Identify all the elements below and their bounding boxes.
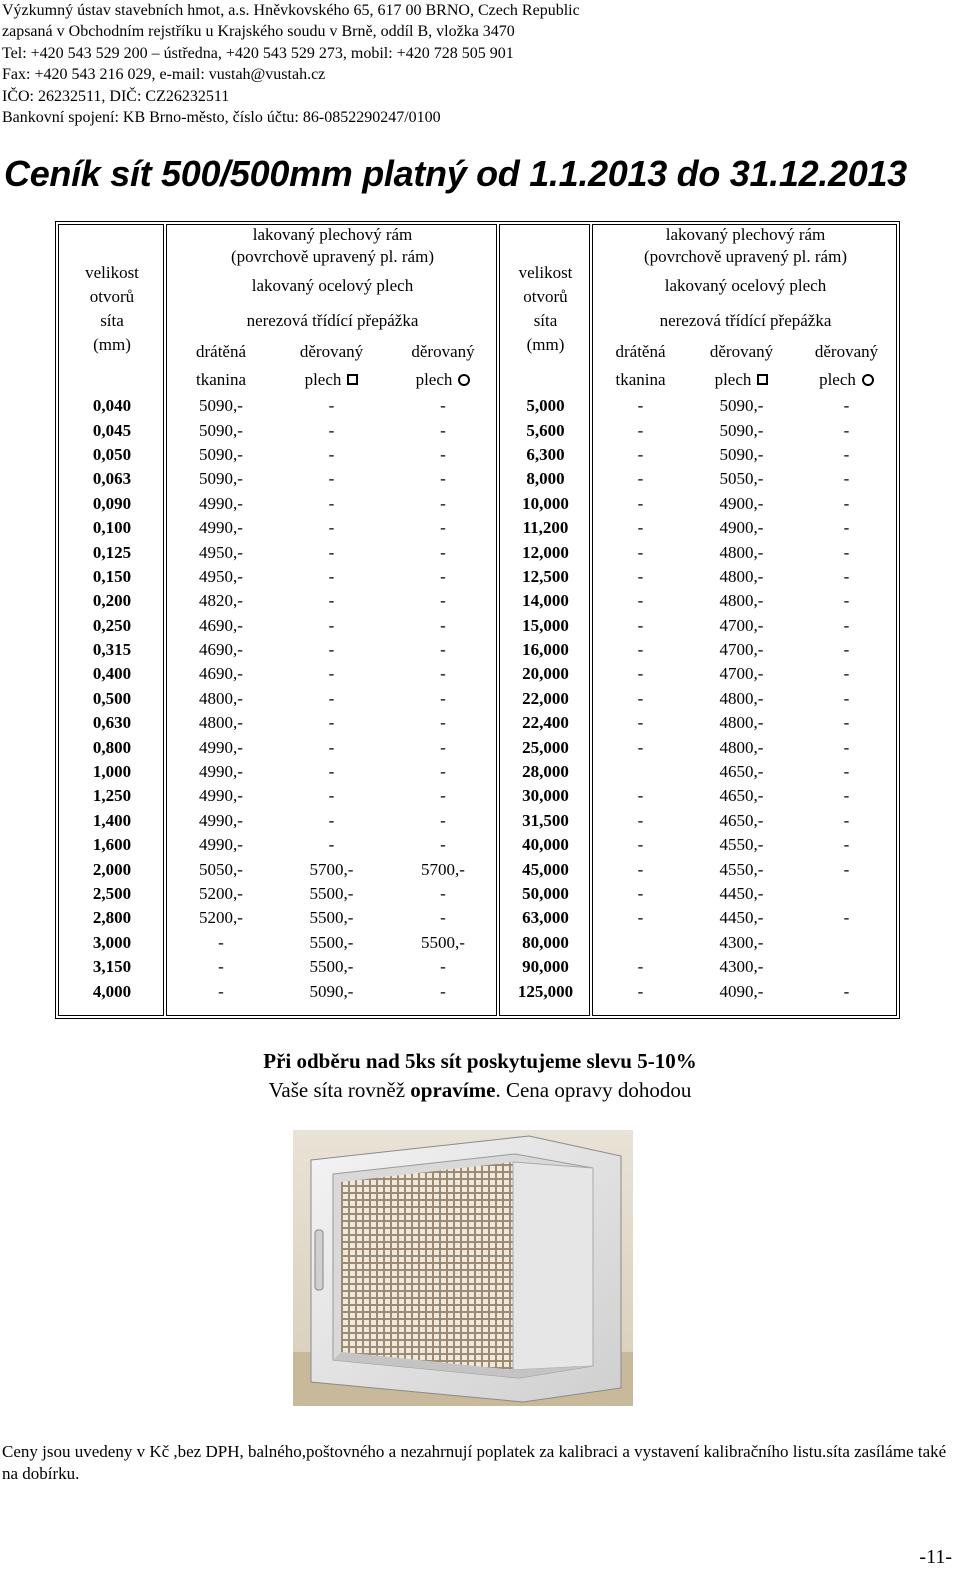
size-cell: 25,000 (522, 737, 569, 757)
perf-square-price-cell: 4450,- (719, 908, 764, 928)
wire-price-cell (592, 931, 689, 955)
wire-price-cell: - (637, 518, 644, 538)
perf-circle-price-cell: - (440, 713, 446, 733)
perf-circle-price-cell: - (843, 420, 850, 440)
perf-circle-price-cell: - (843, 737, 850, 757)
perf-square-price-cell: - (328, 640, 335, 660)
sieve-photo (293, 1130, 633, 1406)
wire-price-cell: 5090,- (199, 420, 243, 440)
wire-price-cell: 5090,- (199, 469, 243, 489)
perf-square-price-cell: 5700,- (309, 859, 354, 879)
header-text: (mm) (93, 335, 131, 354)
perf-square-price-cell: 4800,- (719, 566, 764, 586)
perf-square-price-cell: 4300,- (719, 932, 764, 952)
perf-circle-price-cell: - (843, 542, 850, 562)
table-row (58, 394, 899, 418)
size-cell: 0,500 (92, 688, 132, 708)
wire-price-cell: - (637, 664, 644, 684)
perf-circle-price-cell: - (843, 493, 850, 513)
table-row (58, 565, 899, 589)
wire-header: tkanina (195, 369, 247, 389)
perf-square-price-cell: 4700,- (719, 640, 764, 660)
perf-circle-price-cell: - (843, 713, 850, 733)
perf-circle-price-cell: - (843, 859, 850, 879)
size-cell: 1,000 (92, 762, 132, 782)
perf-circle-price-cell: - (843, 981, 850, 1001)
perf-circle-price-cell: - (440, 420, 446, 440)
wire-price-cell: - (637, 908, 644, 928)
header-line: Fax: +420 543 216 029, e-mail: vustah@vustah.cz (2, 66, 326, 84)
size-cell: 0,200 (92, 591, 132, 611)
wire-price-cell: 4950,- (199, 542, 243, 562)
price-table-frame (55, 221, 900, 1019)
perf-circle-price-cell: - (440, 664, 446, 684)
header-line: Výzkumný ústav stavebních hmot, a.s. Hněvkovského 65, 617 00 BRNO, Czech Republic (2, 2, 580, 19)
perf-circle-price-cell: - (440, 908, 446, 928)
size-cell: 16,000 (522, 640, 569, 660)
perf-circle-price-cell: - (440, 884, 446, 903)
wire-price-cell: - (218, 957, 224, 977)
size-cell: 6,300 (526, 444, 565, 464)
wire-price-cell: 4690,- (199, 640, 243, 660)
header-text: plech (819, 369, 856, 389)
perf-square-price-cell: 4900,- (719, 518, 764, 538)
wire-price-cell: - (637, 688, 644, 708)
perf-square-price-cell: 4650,- (719, 762, 764, 782)
table-row (58, 979, 899, 1003)
perf-circle-price-cell: - (843, 444, 850, 464)
perf-circle-price-cell: - (843, 908, 850, 928)
perf-square-price-cell: 4800,- (719, 713, 764, 733)
perf-square-header: děrovaný (709, 341, 774, 361)
table-row (58, 833, 899, 857)
perf-circle-price-cell: - (440, 518, 446, 538)
perf-square-price-cell: 4090,- (719, 981, 764, 1001)
size-cell: 0,400 (92, 664, 132, 684)
wire-price-cell: 5050,- (199, 859, 243, 879)
wire-price-cell: - (637, 884, 644, 903)
size-cell: 0,040 (92, 396, 132, 416)
wire-price-cell: 4820,- (199, 591, 243, 611)
price-rows (58, 394, 899, 1004)
perf-square-price-cell: 4800,- (719, 542, 764, 562)
perf-square-price-cell: 4800,- (719, 591, 764, 611)
table-row (58, 614, 899, 638)
header-text: plech (304, 369, 342, 389)
wire-price-cell: - (637, 713, 644, 733)
size-cell: 0,063 (92, 469, 132, 489)
perf-square-header (276, 365, 387, 394)
square-outline-icon (347, 374, 358, 385)
perf-square-price-cell: - (328, 542, 335, 562)
size-cell: 0,045 (92, 420, 132, 440)
perf-circle-price-cell: - (440, 542, 446, 562)
header-text: (mm) (526, 335, 565, 354)
perf-circle-price-cell: - (843, 810, 850, 830)
perf-circle-price-cell: - (440, 786, 446, 806)
header-text: síta (533, 311, 558, 330)
perf-circle-price-cell: - (440, 835, 446, 855)
square-outline-icon (757, 374, 768, 385)
perf-square-price-cell: - (328, 737, 335, 757)
table-row (58, 492, 899, 516)
size-cell: 20,000 (522, 664, 569, 684)
size-cell: 15,000 (522, 615, 569, 635)
table-row (58, 418, 899, 442)
perf-circle-header: děrovaný (814, 341, 879, 361)
perf-square-price-cell: - (328, 493, 335, 513)
size-cell: 22,000 (522, 688, 569, 708)
size-cell: 1,600 (92, 835, 132, 855)
wire-price-cell: - (637, 420, 644, 440)
table-row (58, 638, 899, 662)
perf-square-price-cell: 5050,- (719, 469, 764, 489)
header-line: zapsaná v Obchodním rejstříku u Krajského soudu v Brně, oddíl B, vložka 3470 (2, 23, 515, 41)
perf-square-price-cell: 5500,- (309, 908, 354, 928)
perf-square-price-cell: - (328, 566, 335, 586)
frame-header: lakovaný plechový rám (252, 225, 413, 244)
size-cell: 125,000 (517, 981, 574, 1001)
perf-square-price-cell: 4300,- (719, 957, 764, 977)
wire-price-cell: - (637, 493, 644, 513)
perf-circle-price-cell: - (440, 762, 446, 782)
size-cell: 0,800 (92, 737, 132, 757)
size-cell: 3,150 (92, 957, 132, 977)
size-cell: 31,500 (522, 810, 569, 830)
size-cell: 0,315 (92, 640, 132, 660)
size-cell: 50,000 (522, 884, 569, 903)
size-cell: 0,100 (92, 518, 132, 538)
perf-circle-price-cell: - (440, 688, 446, 708)
perf-circle-price-cell: - (843, 835, 850, 855)
perf-square-price-cell: 5090,- (719, 444, 764, 464)
perf-circle-price-cell: - (440, 469, 446, 489)
wire-price-cell: 5090,- (199, 444, 243, 464)
perf-circle-header (387, 365, 499, 394)
frame-subheader: (povrchově upravený pl. rám) (231, 247, 434, 267)
size-cell: 4,000 (92, 981, 132, 1001)
wire-price-cell: - (637, 835, 644, 855)
size-cell: 80,000 (522, 932, 569, 952)
size-cell: 63,000 (522, 908, 569, 928)
perf-circle-price-cell: - (843, 786, 850, 806)
perf-circle-price-cell: - (843, 640, 850, 660)
size-cell: 12,000 (522, 542, 569, 562)
wire-price-cell: - (637, 591, 644, 611)
size-cell: 0,250 (92, 615, 132, 635)
perf-square-price-cell: - (328, 786, 335, 806)
size-cell: 2,000 (92, 859, 132, 879)
table-row (58, 931, 899, 955)
perf-square-price-cell: 5090,- (309, 981, 354, 1001)
size-cell: 3,000 (92, 932, 132, 952)
size-cell: 0,050 (92, 444, 132, 464)
perf-square-price-cell: - (328, 713, 335, 733)
perf-circle-price-cell: 5700,- (421, 859, 465, 879)
wire-price-cell: 5200,- (199, 908, 243, 928)
table-row (58, 784, 899, 808)
header-text: otvorů (89, 287, 135, 306)
size-cell: 45,000 (522, 859, 569, 879)
wire-price-cell: 4990,- (199, 737, 243, 757)
table-row (58, 443, 899, 467)
wire-price-cell: - (218, 932, 224, 952)
repair-text: Vaše síta rovněž (268, 1078, 411, 1102)
perf-square-price-cell: - (328, 469, 335, 489)
size-cell: 5,600 (526, 420, 565, 440)
wire-price-cell: - (637, 737, 644, 757)
table-row (58, 882, 899, 906)
perf-circle-price-cell: - (440, 591, 446, 611)
perf-circle-price-cell: - (843, 664, 850, 684)
wire-price-cell: 4950,- (199, 566, 243, 586)
perf-circle-price-cell: - (843, 615, 850, 635)
perf-square-price-cell: 5500,- (309, 957, 354, 977)
size-header (499, 224, 592, 394)
header-line: Bankovní spojení: KB Brno-město, číslo účtu: 86-0852290247/0100 (2, 109, 441, 127)
table-row (58, 589, 899, 613)
size-cell: 14,000 (522, 591, 569, 611)
size-header (58, 224, 166, 394)
perf-square-price-cell: 5090,- (719, 396, 764, 416)
perf-circle-price-cell: - (843, 688, 850, 708)
header-text: síta (100, 311, 124, 330)
table-row (58, 760, 899, 784)
wire-price-cell: - (637, 957, 644, 977)
repair-note (0, 1077, 960, 1103)
size-cell: 1,250 (92, 786, 132, 806)
frame-subheader: (povrchově upravený pl. rám) (644, 247, 847, 267)
wire-price-cell: 5200,- (199, 884, 243, 903)
perf-square-price-cell: - (328, 615, 335, 635)
perf-square-price-cell: 4550,- (719, 859, 764, 879)
terms-text: Ceny jsou uvedeny v Kč ,bez DPH, balného,poštovného a nezahrnují poplatek za kalibraci a vystavení kalibračního listu.síta zasíláme také na dobírku. (2, 1442, 947, 1483)
perf-circle-price-cell: - (440, 981, 446, 1001)
table-row (58, 516, 899, 540)
size-cell: 11,200 (522, 518, 569, 538)
repair-text: . Cena opravy dohodou (495, 1078, 692, 1102)
table-row (58, 540, 899, 564)
perf-circle-price-cell (794, 931, 899, 955)
header-line: IČO: 26232511, DIČ: CZ26232511 (2, 87, 230, 105)
size-cell: 1,400 (92, 810, 132, 830)
perf-circle-price-cell: - (440, 640, 446, 660)
perf-square-header (689, 365, 794, 394)
perf-circle-price-cell: - (440, 810, 446, 830)
header-text: otvorů (523, 287, 568, 306)
wire-header: drátěná (615, 341, 666, 361)
perf-square-price-cell: 5500,- (309, 932, 354, 952)
header-text: velikost (85, 263, 139, 282)
page-title: Ceník sít 500/500mm platný od 1.1.2013 do 31.12.2013 (4, 153, 907, 194)
table-row (58, 662, 899, 686)
perf-square-price-cell: 4800,- (719, 737, 764, 757)
wire-price-cell: - (637, 786, 644, 806)
table-row (58, 711, 899, 735)
wire-price-cell: - (637, 859, 644, 879)
wire-price-cell: 4990,- (199, 518, 243, 538)
perf-circle-price-cell: - (440, 566, 446, 586)
size-cell: 2,500 (92, 884, 132, 903)
perf-square-price-cell: - (328, 420, 335, 440)
header-text: velikost (518, 263, 573, 282)
perf-square-price-cell: - (328, 688, 335, 708)
steel-header: lakovaný ocelový plech (664, 275, 827, 295)
wire-price-cell: - (637, 615, 644, 635)
frame-header: lakovaný plechový rám (665, 225, 826, 244)
wire-price-cell: - (637, 640, 644, 660)
perf-circle-price-cell: - (843, 396, 850, 416)
table-row (58, 687, 899, 711)
wire-header: tkanina (615, 369, 666, 389)
wire-price-cell: - (637, 981, 644, 1001)
perf-square-price-cell: 5500,- (309, 884, 354, 903)
size-cell: 0,630 (92, 713, 132, 733)
table-row (58, 467, 899, 491)
wire-price-cell: 5090,- (199, 396, 243, 416)
perf-square-price-cell: - (328, 835, 335, 855)
wire-price-cell: - (637, 566, 644, 586)
perf-circle-price-cell: - (440, 615, 446, 635)
discount-note: Při odběru nad 5ks sít poskytujeme slevu 5-10% (263, 1049, 697, 1073)
perf-square-price-cell: - (328, 396, 335, 416)
wire-price-cell: - (218, 981, 224, 1001)
perf-circle-price-cell: - (843, 566, 850, 586)
wire-price-cell: 4690,- (199, 615, 243, 635)
company-header (2, 0, 952, 128)
wire-price-cell: - (637, 396, 644, 416)
perf-circle-price-cell: - (843, 762, 850, 782)
wire-price-cell: 4690,- (199, 664, 243, 684)
perf-square-header: děrovaný (299, 341, 364, 361)
divider-header: nerezová třídící přepážka (246, 310, 419, 330)
size-cell: 90,000 (522, 957, 569, 977)
perf-circle-price-cell: - (440, 444, 446, 464)
page-number: -11- (919, 1546, 952, 1568)
perf-square-price-cell: - (328, 518, 335, 538)
perf-square-price-cell: 4900,- (719, 493, 764, 513)
perf-circle-price-cell (794, 882, 899, 906)
wire-price-cell (592, 760, 689, 784)
size-cell: 40,000 (522, 835, 569, 855)
size-cell: 0,125 (92, 542, 132, 562)
perf-circle-price-cell: - (843, 518, 850, 538)
size-cell: 0,150 (92, 566, 132, 586)
wire-price-cell: 4800,- (199, 713, 243, 733)
size-cell: 0,090 (92, 493, 132, 513)
table-row (58, 809, 899, 833)
perf-circle-header (794, 365, 899, 394)
wire-price-cell: 4990,- (199, 810, 243, 830)
perf-square-price-cell: 4450,- (719, 884, 764, 903)
size-cell: 10,000 (522, 493, 569, 513)
perf-square-price-cell: 4650,- (719, 810, 764, 830)
wire-price-cell: - (637, 469, 644, 489)
perf-square-price-cell: - (328, 810, 335, 830)
perf-square-price-cell: - (328, 664, 335, 684)
size-cell: 8,000 (526, 469, 565, 489)
perf-square-price-cell: - (328, 762, 335, 782)
circle-outline-icon (458, 374, 470, 386)
perf-circle-header: děrovaný (411, 341, 475, 361)
size-cell: 22,400 (522, 713, 569, 733)
divider-header: nerezová třídící přepážka (659, 310, 832, 330)
perf-circle-price-cell (794, 955, 899, 979)
perf-square-price-cell: - (328, 444, 335, 464)
header-line: Tel: +420 543 529 200 – ústředna, +420 543 529 273, mobil: +420 728 505 901 (2, 44, 514, 62)
perf-circle-price-cell: - (440, 396, 446, 416)
header-text: plech (415, 369, 453, 389)
wire-price-cell: 4990,- (199, 786, 243, 806)
perf-circle-price-cell: - (843, 591, 850, 611)
size-cell: 12,500 (522, 566, 569, 586)
perf-circle-price-cell: - (440, 957, 446, 977)
perf-circle-price-cell: 5500,- (421, 932, 465, 952)
perf-square-price-cell: 4700,- (719, 615, 764, 635)
wire-price-cell: - (637, 810, 644, 830)
perf-circle-price-cell: - (440, 737, 446, 757)
size-cell: 2,800 (92, 908, 132, 928)
wire-price-cell: - (637, 444, 644, 464)
wire-price-cell: 4800,- (199, 688, 243, 708)
wire-price-cell: 4990,- (199, 762, 243, 782)
table-row (58, 857, 899, 881)
perf-square-price-cell: 4550,- (719, 835, 764, 855)
wire-price-cell: - (637, 542, 644, 562)
circle-outline-icon (862, 374, 874, 386)
size-cell: 28,000 (522, 762, 569, 782)
price-table (58, 224, 899, 1004)
wire-price-cell: 4990,- (199, 835, 243, 855)
size-cell: 5,000 (526, 396, 565, 416)
table-row (58, 955, 899, 979)
wire-price-cell: 4990,- (199, 493, 243, 513)
table-row (58, 735, 899, 759)
wire-header: drátěná (195, 341, 247, 361)
perf-circle-price-cell: - (440, 493, 446, 513)
repair-emphasis: opravíme (410, 1078, 496, 1102)
perf-square-price-cell: 4800,- (719, 688, 764, 708)
perf-square-price-cell: 4700,- (719, 664, 764, 684)
header-text: plech (714, 369, 752, 389)
steel-header: lakovaný ocelový plech (251, 275, 414, 295)
size-cell: 30,000 (522, 786, 569, 806)
perf-square-price-cell: 4650,- (719, 786, 764, 806)
perf-circle-price-cell: - (843, 469, 850, 489)
table-row (58, 906, 899, 930)
perf-square-price-cell: - (328, 591, 335, 611)
perf-square-price-cell: 5090,- (719, 420, 764, 440)
